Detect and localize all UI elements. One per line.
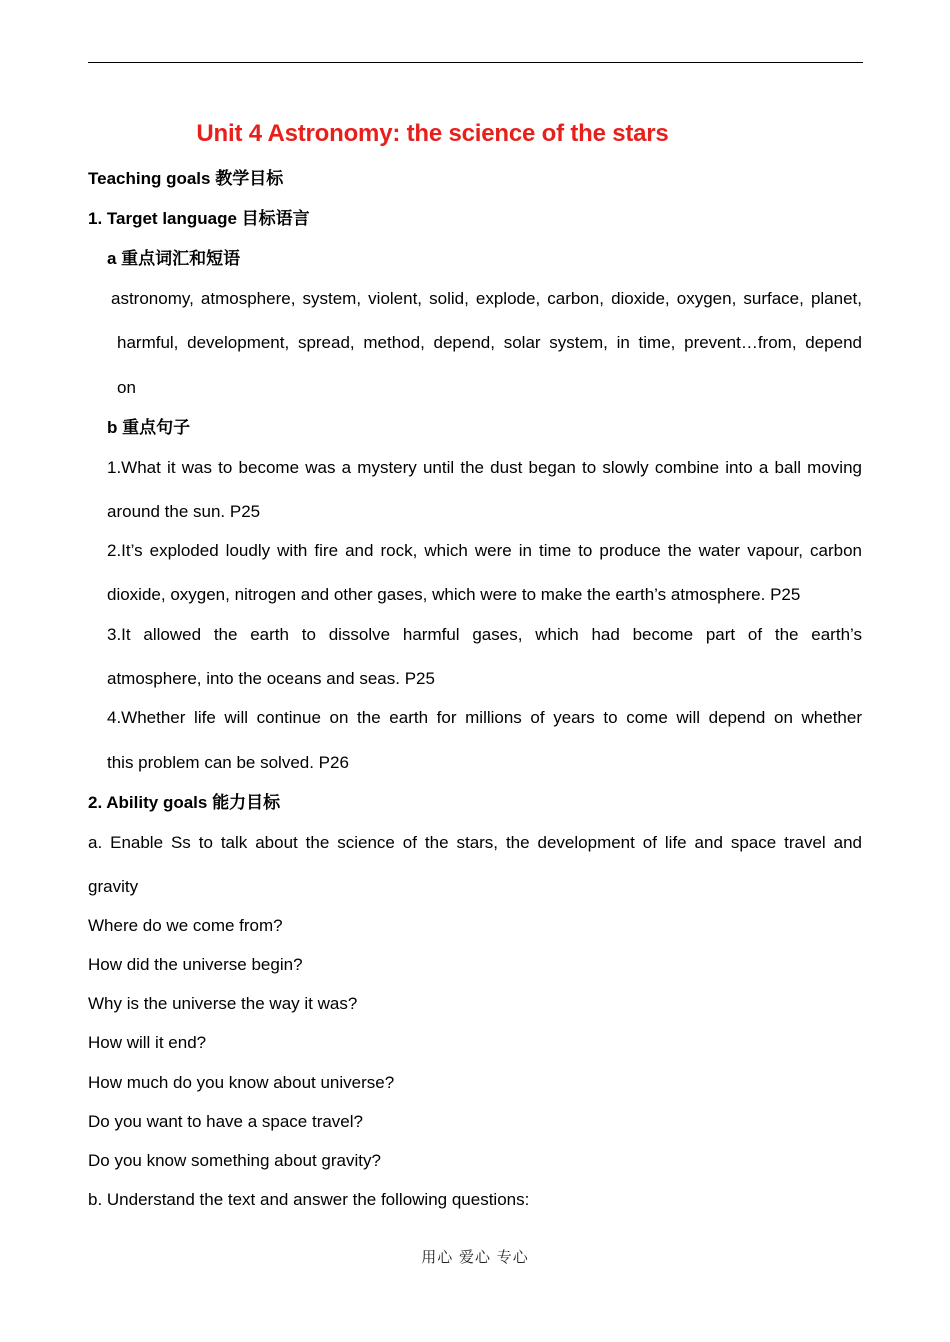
- vocab-line: astronomy, atmosphere, system, violent, solid, explode, carbon, dioxide, oxygen, surface, planet,: [111, 289, 862, 308]
- sentence-line: 1.What it was to become was a mystery until the dust began to slowly combine into a ball moving: [107, 458, 862, 477]
- page-title: Unit 4 Astronomy: the science of the stars: [196, 120, 669, 147]
- ability-line: b. Understand the text and answer the following questions:: [88, 1190, 530, 1209]
- teaching-goals-heading: Teaching goals 教学目标: [88, 169, 284, 188]
- question-line: Do you want to have a space travel?: [88, 1112, 363, 1131]
- ability-goals-heading: 2. Ability goals 能力目标: [88, 793, 281, 812]
- page-footer: 用心 爱心 专心: [421, 1248, 529, 1266]
- question-line: How will it end?: [88, 1033, 207, 1052]
- question-line: How much do you know about universe?: [88, 1073, 395, 1092]
- header-rule: [88, 62, 863, 63]
- ability-line: a. Enable Ss to talk about the science of the stars, the development of life and space travel and: [88, 833, 862, 852]
- sentence-line: this problem can be solved. P26: [107, 753, 349, 772]
- vocab-line: on: [117, 378, 136, 397]
- question-line: How did the universe begin?: [88, 955, 303, 974]
- target-language-heading: 1. Target language 目标语言: [88, 209, 310, 228]
- sentences-heading: b 重点句子: [107, 418, 191, 437]
- question-line: Where do we come from?: [88, 916, 283, 935]
- question-line: Why is the universe the way it was?: [88, 994, 358, 1013]
- vocab-line: harmful, development, spread, method, depend, solar system, in time, prevent…from, depend: [117, 333, 862, 352]
- question-line: Do you know something about gravity?: [88, 1151, 381, 1170]
- vocab-heading: a 重点词汇和短语: [107, 249, 241, 268]
- ability-line: gravity: [88, 877, 139, 896]
- sentence-line: atmosphere, into the oceans and seas. P25: [107, 669, 435, 688]
- sentence-line: around the sun. P25: [107, 502, 261, 521]
- sentence-line: 4.Whether life will continue on the earth for millions of years to come will depend on whether: [107, 708, 862, 727]
- sentence-line: 3.It allowed the earth to dissolve harmful gases, which had become part of the earth’s: [107, 625, 862, 644]
- sentence-line: dioxide, oxygen, nitrogen and other gases, which were to make the earth’s atmosphere. P25: [107, 585, 801, 604]
- sentence-line: 2.It’s exploded loudly with fire and rock, which were in time to produce the water vapour, carbon: [107, 541, 862, 560]
